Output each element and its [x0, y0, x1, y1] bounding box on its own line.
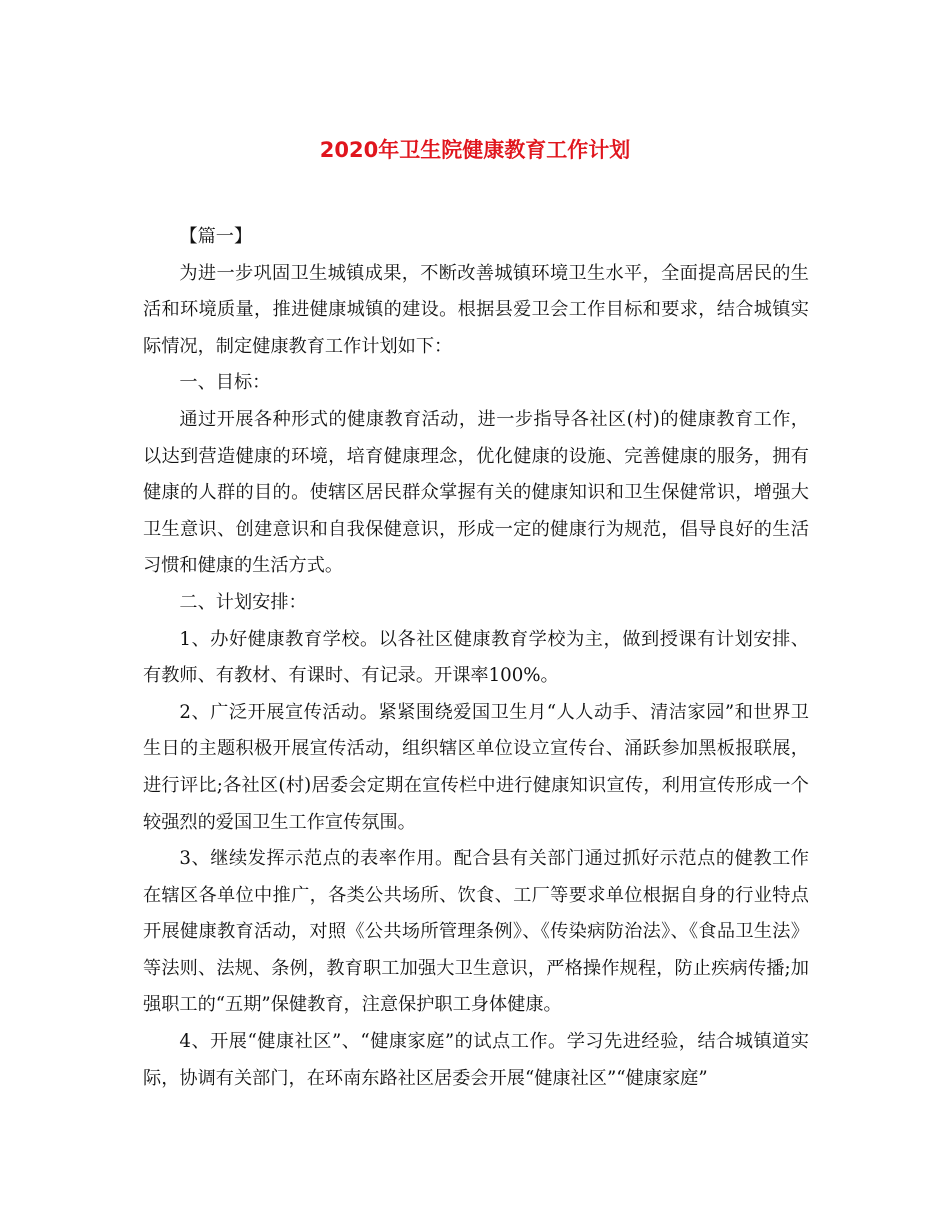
paragraph-goals: 通过开展各种形式的健康教育活动，进一步指导各社区(村)的健康教育工作，以达到营造健康的环境，培育健康理念，优化健康的设施、完善健康的服务，拥有健康的人群的目的。使辖区居民群众掌握有关的健康知识和卫生保健常识，增强大卫生意识、创建意识和自我保健意识，形成一定的健康行为规范，倡导良好的生活习惯和健康的生活方式。: [143, 408, 809, 577]
paragraph-plan-item-3: 3、继续发挥示范点的表率作用。配合县有关部门通过抓好示范点的健教工作在辖区各单位中推广，各类公共场所、饮食、工厂等要求单位根据自身的行业特点开展健康教育活动，对照《公共场所管理条例》、《传染病防治法》、《食品卫生法》等法则、法规、条例，教育职工加强大卫生意识，严格操作规程，防止疾病传播;加强职工的“五期”保健教育，注意保护职工身体健康。: [143, 848, 809, 1016]
paragraph-plan-item-2: 2、广泛开展宣传活动。紧紧围绕爱国卫生月“人人动手、清洁家园”和世界卫生日的主题积极开展宣传活动，组织辖区单位设立宣传台、涌跃参加黑板报联展，进行评比;各社区(村)居委会定期在宣传栏中进行健康知识宣传，利用宣传形成一个较强烈的爱国卫生工作宣传氛围。: [143, 701, 809, 833]
paragraph-plan-item-4: 4、开展“健康社区”、“健康家庭”的试点工作。学习先进经验，结合城镇道实际，协调有关部门，在环南东路社区居委会开展“健康社区”“健康家庭”: [143, 1031, 809, 1089]
document-title: 2020年卫生院健康教育工作计划: [319, 138, 631, 162]
section-heading-part-one: 【篇一】: [179, 226, 253, 247]
paragraph-plan-item-1: 1、办好健康教育学校。以各社区健康教育学校为主，做到授课有计划安排、有教师、有教材、有课时、有记录。开课率100%。: [143, 628, 809, 687]
section-heading-goals: 一、目标：: [179, 372, 271, 394]
document-body: [143, 219, 809, 1097]
paragraph-intro: 为进一步巩固卫生城镇成果，不断改善城镇环境卫生水平，全面提高居民的生活和环境质量，推进健康城镇的建设。根据县爱卫会工作目标和要求，结合城镇实际情况，制定健康教育工作计划如下：: [143, 262, 809, 357]
section-heading-plan: 二、计划安排：: [179, 591, 307, 613]
